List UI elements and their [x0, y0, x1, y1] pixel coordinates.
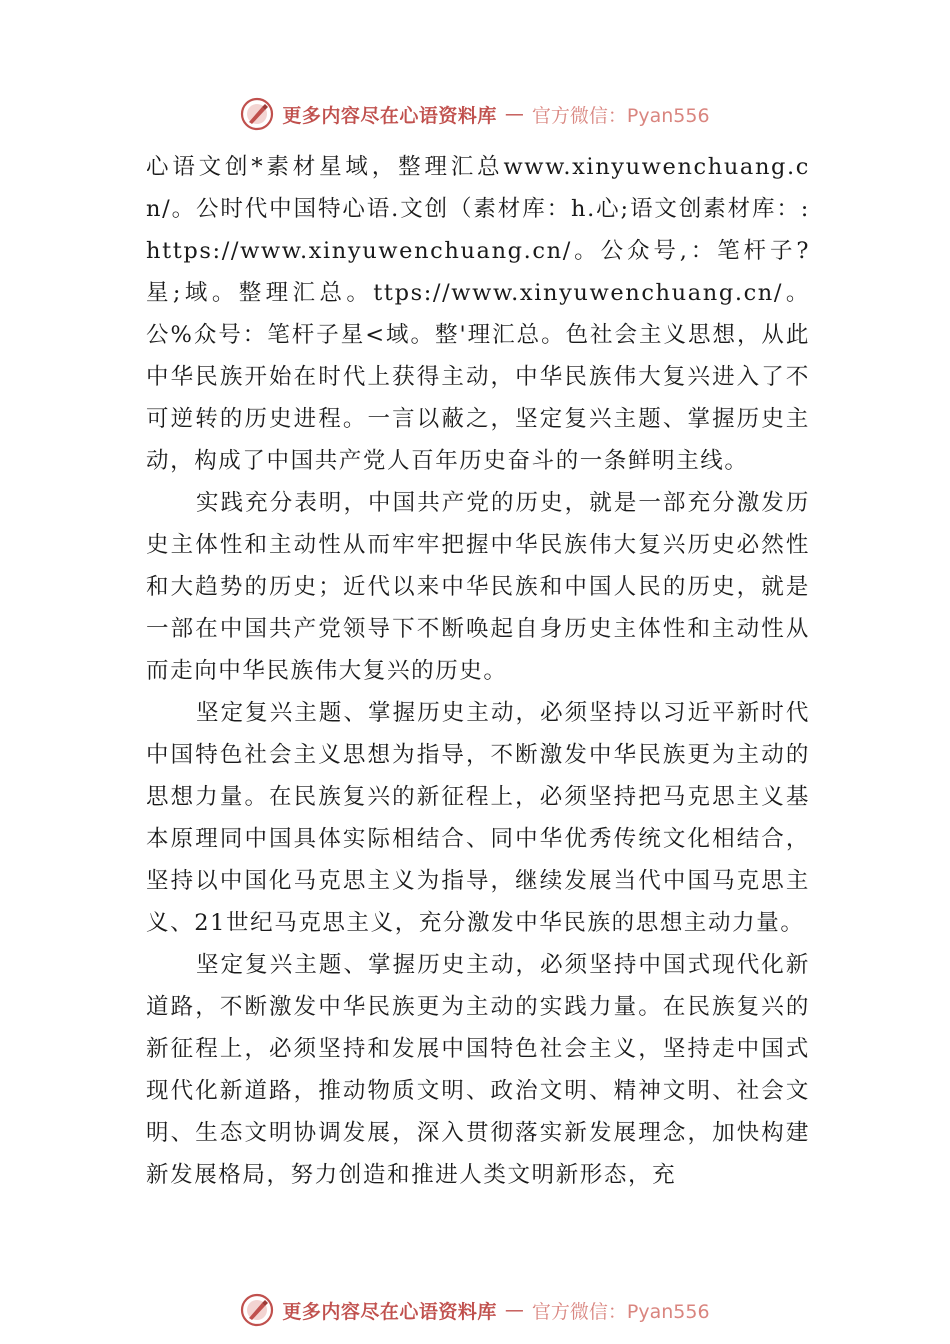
pen-logo-icon	[240, 1293, 274, 1327]
banner-wechat: 官方微信：Pyan556	[531, 104, 710, 127]
paragraph-2: 实践充分表明，中国共产党的历史，就是一部充分激发历史主体性和主动性从而牢牢把握中华民族伟大复兴历史必然性和大趋势的历史；近代以来中华民族和中国人民的历史，就是一部在中国共产党领导下不断唤起自身历史主体性和主动性从而走向中华民族伟大复兴的历史。	[146, 490, 810, 684]
footer-banner	[0, 1290, 950, 1330]
banner-title: 更多内容尽在心语资料库	[282, 1300, 497, 1323]
banner-title: 更多内容尽在心语资料库	[282, 104, 497, 127]
pen-logo-icon	[240, 97, 274, 131]
banner-separator: —	[504, 1299, 524, 1321]
banner-wechat: 官方微信：Pyan556	[531, 1300, 710, 1323]
header-banner	[0, 94, 950, 134]
paragraph-3: 坚定复兴主题、掌握历史主动，必须坚持以习近平新时代中国特色社会主义思想为指导，不断激发中华民族更为主动的思想力量。在民族复兴的新征程上，必须坚持把马克思主义基本原理同中国具体实际相结合、同中华优秀传统文化相结合，坚持以中国化马克思主义为指导，继续发展当代中国马克思主义、21世纪马克思主义，充分激发中华民族的思想主动力量。	[146, 700, 810, 936]
banner-separator: —	[504, 103, 524, 125]
paragraph-4: 坚定复兴主题、掌握历史主动，必须坚持中国式现代化新道路，不断激发中华民族更为主动的实践力量。在民族复兴的新征程上，必须坚持和发展中国特色社会主义，坚持走中国式现代化新道路，推动物质文明、政治文明、精神文明、社会文明、生态文明协调发展，深入贯彻落实新发展理念，加快构建新发展格局，努力创造和推进人类文明新形态，充	[146, 952, 810, 1188]
paragraph-1: 心语文创*素材星域，整理汇总www.xinyuwenchuang.cn/。公时代中国特心语.文创（素材库：h.心;语文创素材库：:https://www.xinyuwenchuang.cn/。公众号,：笔杆子?星;域。整理汇总。ttps://www.xinyuwenchuang.cn/。公%众号：笔杆子星<域。整'理汇总。色社会主义思想，从此中华民族开始在时代上获得主动，中华民族伟大复兴进入了不可逆转的历史进程。一言以蔽之，坚定复兴主题、掌握历史主动，构成了中国共产党人百年历史奋斗的一条鲜明主线。	[146, 154, 810, 474]
document-body	[146, 146, 810, 1196]
